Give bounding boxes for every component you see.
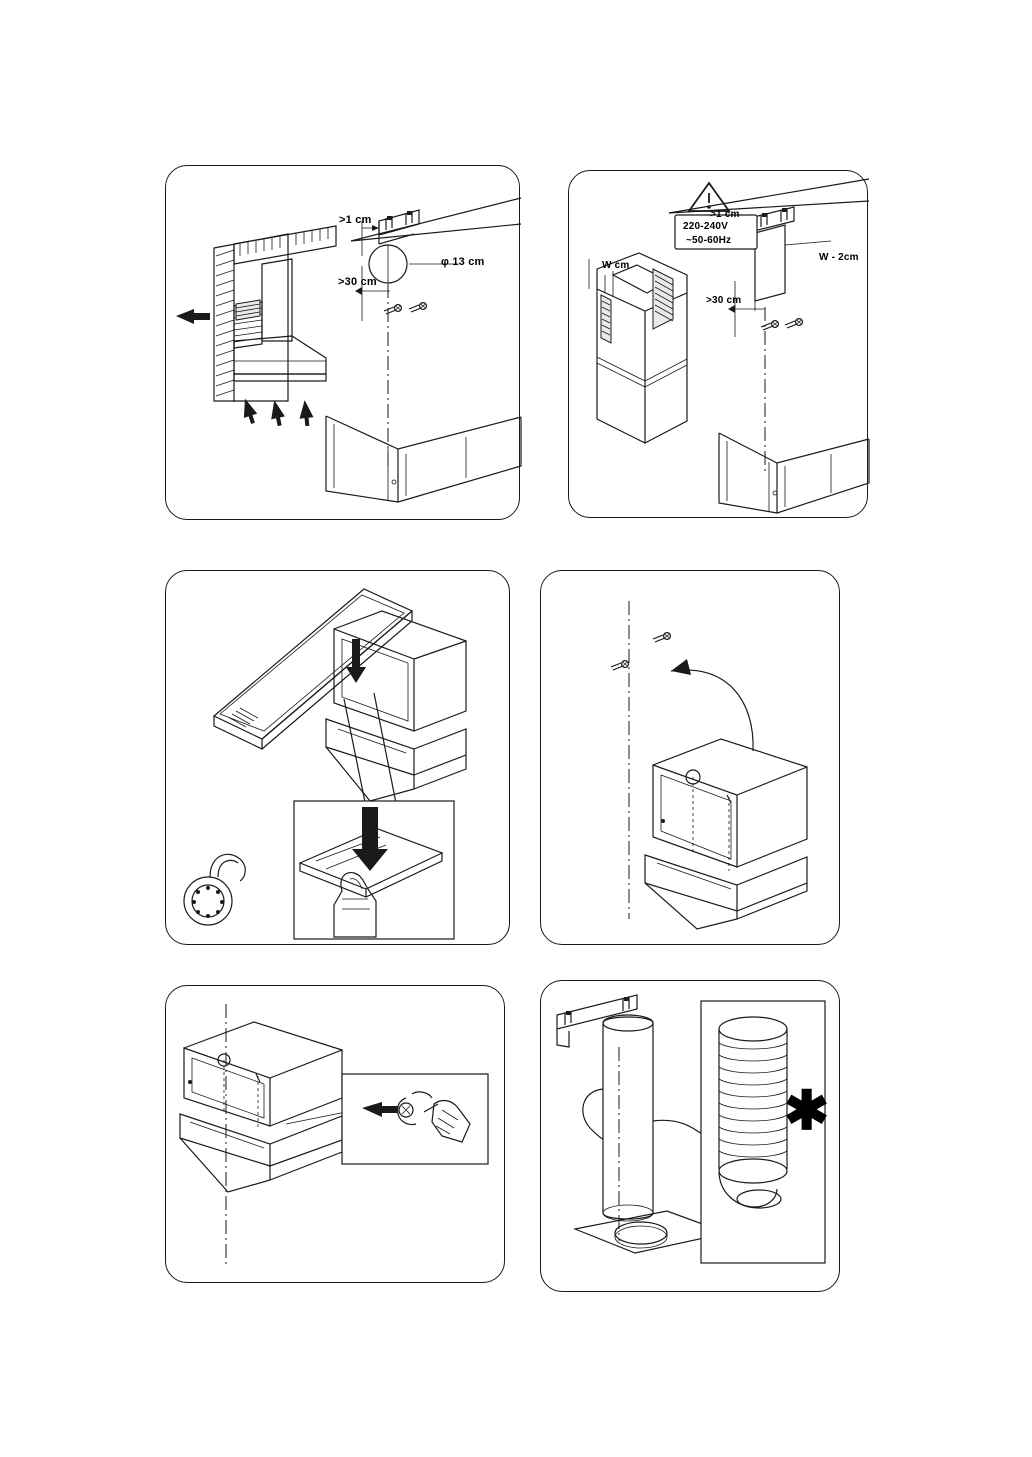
label-min-gap-1: >1 cm	[339, 214, 372, 226]
panel-tighten-fixing-screws	[165, 985, 505, 1283]
panel-connect-flexible-duct-hose	[540, 980, 840, 1292]
panel-hang-hood-on-wall-bracket	[540, 570, 840, 945]
label-min-gap-2: >1 cm	[710, 209, 740, 220]
label-optional-marker: ✱	[784, 1081, 830, 1141]
panel-chimney-width-and-power-supply	[568, 170, 868, 518]
label-duct-diameter: φ 13 cm	[441, 256, 485, 268]
panel-ceiling-clearance-and-duct-hole	[165, 165, 520, 520]
label-voltage: 220-240V	[683, 221, 728, 232]
label-chimney-width: W cm	[602, 260, 630, 271]
label-min-height-1: >30 cm	[338, 276, 377, 288]
label-frequency: ~50-60Hz	[686, 235, 732, 246]
label-min-height-2: >30 cm	[706, 295, 742, 306]
label-bracket-width: W - 2cm	[819, 252, 859, 263]
panel-open-glass-panel-and-release-catch	[165, 570, 510, 945]
